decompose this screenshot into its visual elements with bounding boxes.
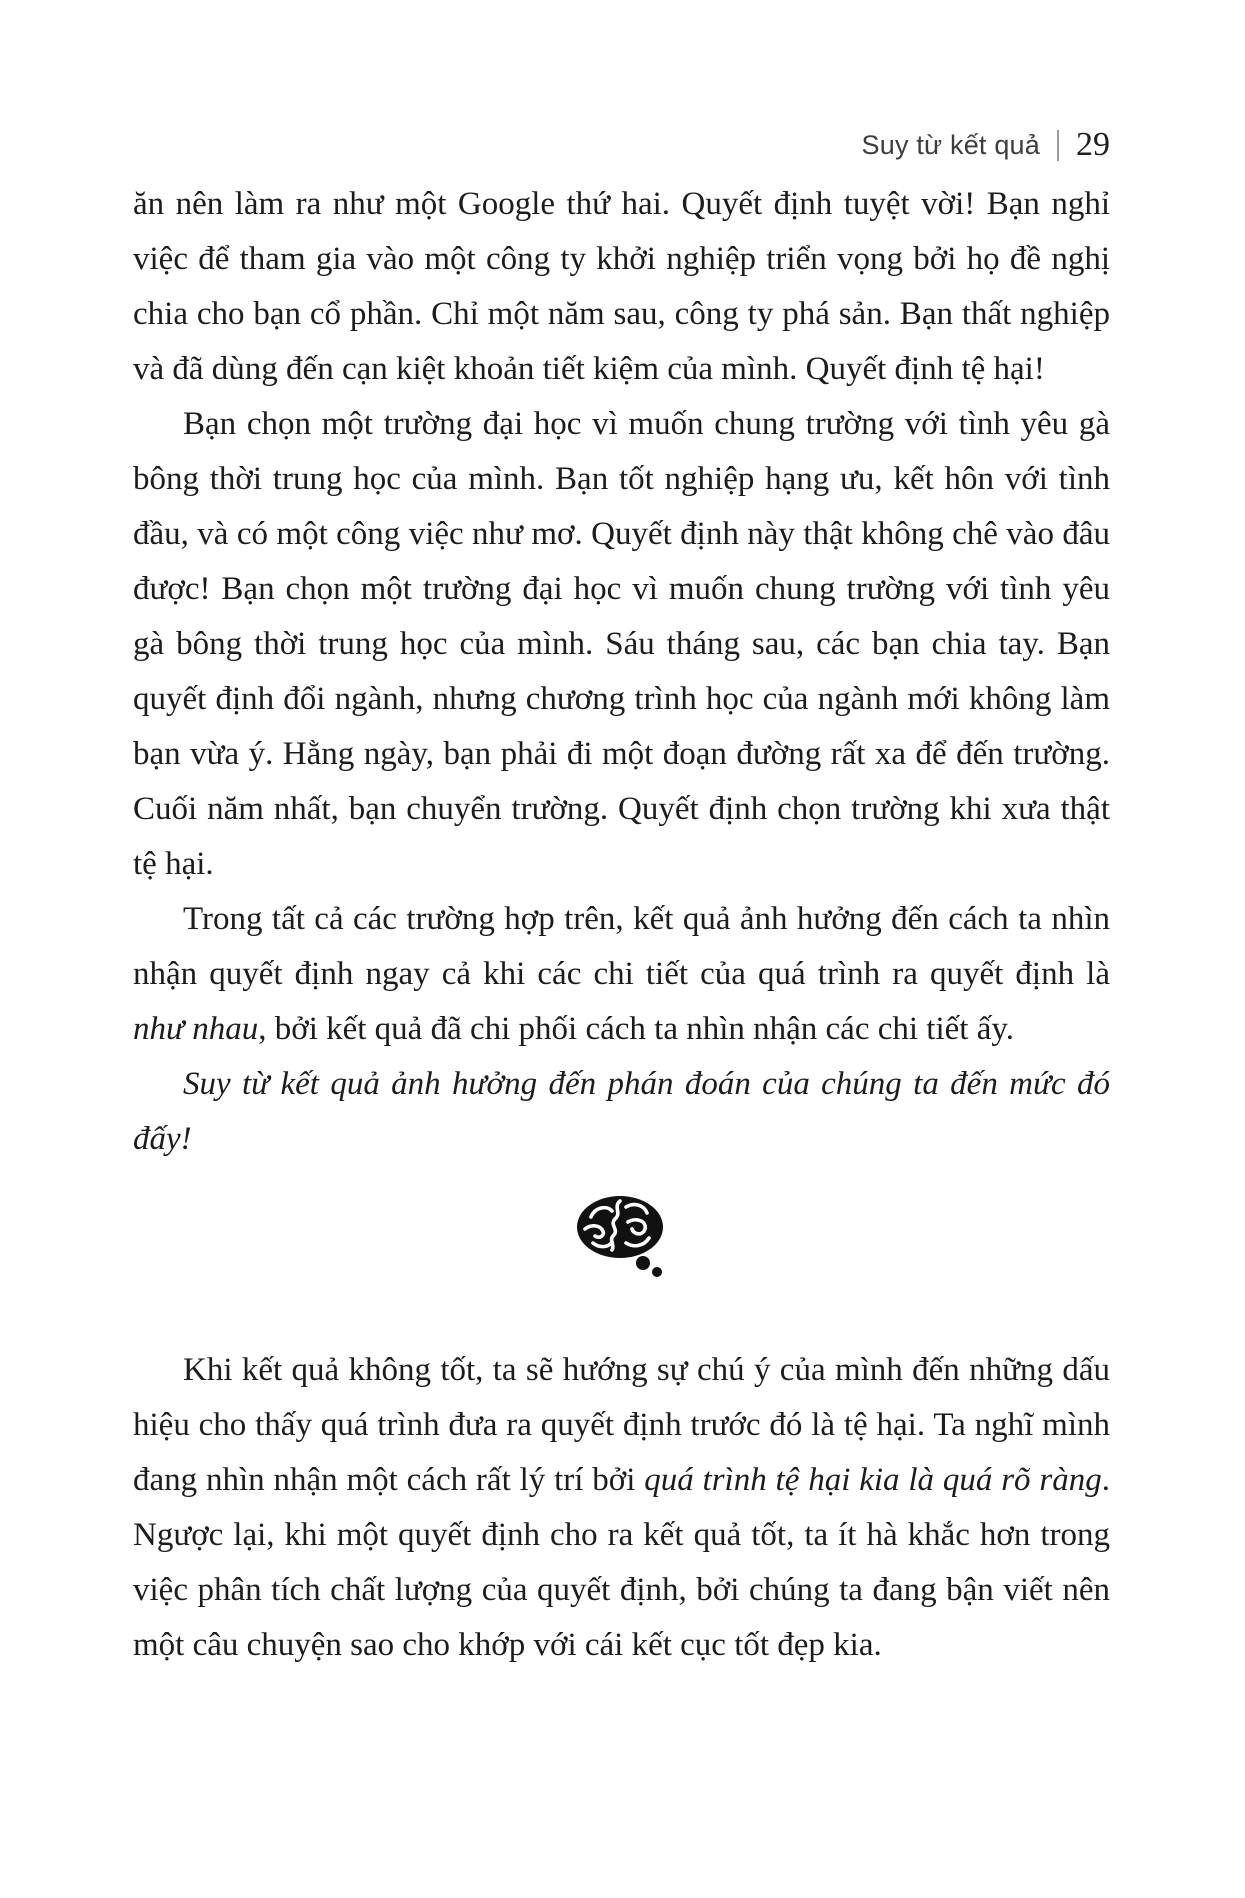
brain-thought-icon-svg [576, 1195, 668, 1283]
page-header [862, 126, 1110, 164]
paragraph [133, 1057, 1110, 1167]
header-divider [1057, 130, 1059, 161]
paragraph [133, 1343, 1110, 1673]
paragraph [133, 177, 1110, 397]
text-run: ăn nên làm ra như một Google thứ hai. Quyết định tuyệt vời! Bạn nghỉ việc để tham gia vào một công ty khởi nghiệp triển vọng bởi họ đề nghị chia cho bạn cổ phần. Chỉ một năm sau, công ty phá sản. Bạn thất nghiệp và đã dùng đến cạn kiệt khoản tiết kiệm của mình. Quyết định tệ hại! [133, 186, 1110, 387]
text-section-before-icon [133, 177, 1110, 1167]
body-text [133, 177, 1110, 1673]
paragraph [133, 892, 1110, 1057]
running-title: Suy từ kết quả [861, 129, 1040, 160]
italic-text-run: quá trình tệ hại kia là quá rõ ràng [644, 1462, 1102, 1498]
text-run: Bạn chọn một trường đại học vì muốn chung trường với tình yêu gà bông thời trung học của mình. Bạn tốt nghiệp hạng ưu, kết hôn với tình đầu, và có một công việc như mơ. Quyết định này thật không chê vào đâu được! Bạn chọn một trường đại học vì muốn chung trường với tình yêu gà bông thời trung học của mình. Sáu tháng sau, các bạn chia tay. Bạn quyết định đổi ngành, nhưng chương trình học của ngành mới không làm bạn vừa ý. Hằng ngày, bạn phải đi một đoạn đường rất xa để đến trường. Cuối năm nhất, bạn chuyển trường. Quyết định chọn trường khi xưa thật tệ hại. [133, 406, 1110, 882]
paragraph [133, 397, 1110, 892]
page-number: 29 [1076, 126, 1110, 163]
text-run: , bởi kết quả đã chi phối cách ta nhìn nhận các chi tiết ấy. [258, 1011, 1014, 1047]
text-section-after-icon [133, 1343, 1110, 1673]
italic-text-run: Suy từ kết quả ảnh hưởng đến phán đoán của chúng ta đến mức đó đấy! [133, 1066, 1110, 1157]
text-run: . Ngược lại, khi một quyết định cho ra kết quả tốt, ta ít hà khắc hơn trong việc phân tích chất lượng của quyết định, bởi chúng ta đang bận viết nên một câu chuyện sao cho khớp với cái kết cục tốt đẹp kia. [133, 1462, 1110, 1663]
text-run: Khi kết quả không tốt, ta sẽ hướng sự chú ý của mình đến những dấu hiệu cho thấy quá trình đưa ra quyết định trước đó là tệ hại. Ta nghĩ mình đang nhìn nhận một cách rất lý trí bởi [133, 1352, 1110, 1498]
brain-thought-icon [133, 1195, 1110, 1301]
italic-text-run: như nhau [133, 1011, 259, 1047]
text-run: Trong tất cả các trường hợp trên, kết quả ảnh hưởng đến cách ta nhìn nhận quyết định ngay cả khi các chi tiết của quá trình ra quyết định là [133, 901, 1110, 992]
